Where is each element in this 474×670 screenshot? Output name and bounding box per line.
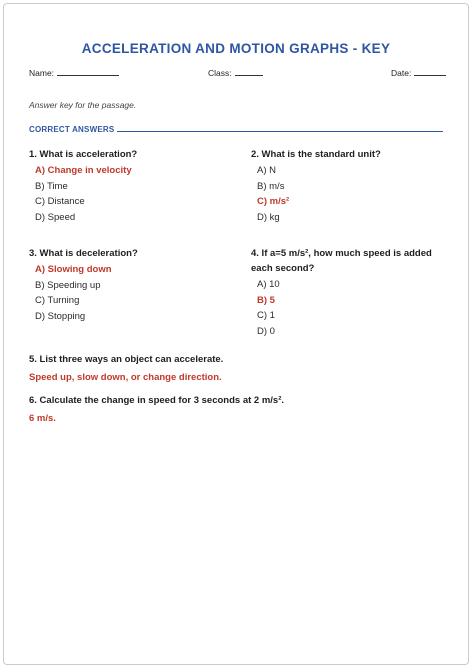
question-1: 1. What is acceleration? xyxy=(29,149,138,160)
q3-option-a: A) Slowing down xyxy=(35,264,112,275)
class-blank xyxy=(235,67,263,76)
q3-option-d: D) Stopping xyxy=(35,310,86,322)
class-label: Class: xyxy=(208,68,232,78)
date-field xyxy=(391,67,446,78)
date-label: Date: xyxy=(391,68,412,78)
question-5-answer: Speed up, slow down, or change direction. xyxy=(29,372,222,383)
section-divider xyxy=(117,131,443,132)
q3-option-b: B) Speeding up xyxy=(35,279,101,291)
question-2: 2. What is the standard unit? xyxy=(251,149,381,160)
name-field xyxy=(29,67,119,78)
q1-option-b: B) Time xyxy=(35,180,68,192)
question-6-answer: 6 m/s. xyxy=(29,413,56,424)
page-title: ACCELERATION AND MOTION GRAPHS - KEY xyxy=(81,41,391,56)
q4-option-c: C) 1 xyxy=(257,310,275,321)
q4-option-a: A) 10 xyxy=(257,279,280,290)
q4-option-d: D) 0 xyxy=(257,325,275,337)
question-4 xyxy=(251,246,432,276)
intro-text: Answer key for the passage. xyxy=(29,100,137,110)
date-blank xyxy=(414,67,446,76)
q4-option-b: B) 5 xyxy=(257,294,275,306)
q2-option-a: A) N xyxy=(257,165,276,176)
question-4-options xyxy=(257,277,280,339)
question-4-line-2: each second? xyxy=(251,263,315,274)
q1-option-d: D) Speed xyxy=(35,211,76,223)
name-blank xyxy=(57,67,119,76)
q2-option-d: D) kg xyxy=(257,211,280,223)
question-3-options xyxy=(35,262,112,324)
q1-option-a: A) Change in velocity xyxy=(35,165,132,176)
question-3: 3. What is deceleration? xyxy=(29,248,138,259)
question-5: 5. List three ways an object can accelerate. xyxy=(29,354,224,365)
question-6: 6. Calculate the change in speed for 3 seconds at 2 m/s². xyxy=(29,395,284,406)
q1-option-c: C) Distance xyxy=(35,196,85,207)
class-field xyxy=(208,67,263,78)
question-2-options xyxy=(257,163,289,225)
name-label: Name: xyxy=(29,68,55,78)
question-4-line-1: 4. If a=5 m/s², how much speed is added xyxy=(251,248,432,259)
section-label: CORRECT ANSWERS xyxy=(29,125,115,134)
question-1-options xyxy=(35,163,132,225)
answer-key-page xyxy=(3,3,469,665)
q2-option-c: C) m/s² xyxy=(257,196,290,207)
q3-option-c: C) Turning xyxy=(35,295,80,306)
q2-option-b: B) m/s xyxy=(257,180,285,192)
